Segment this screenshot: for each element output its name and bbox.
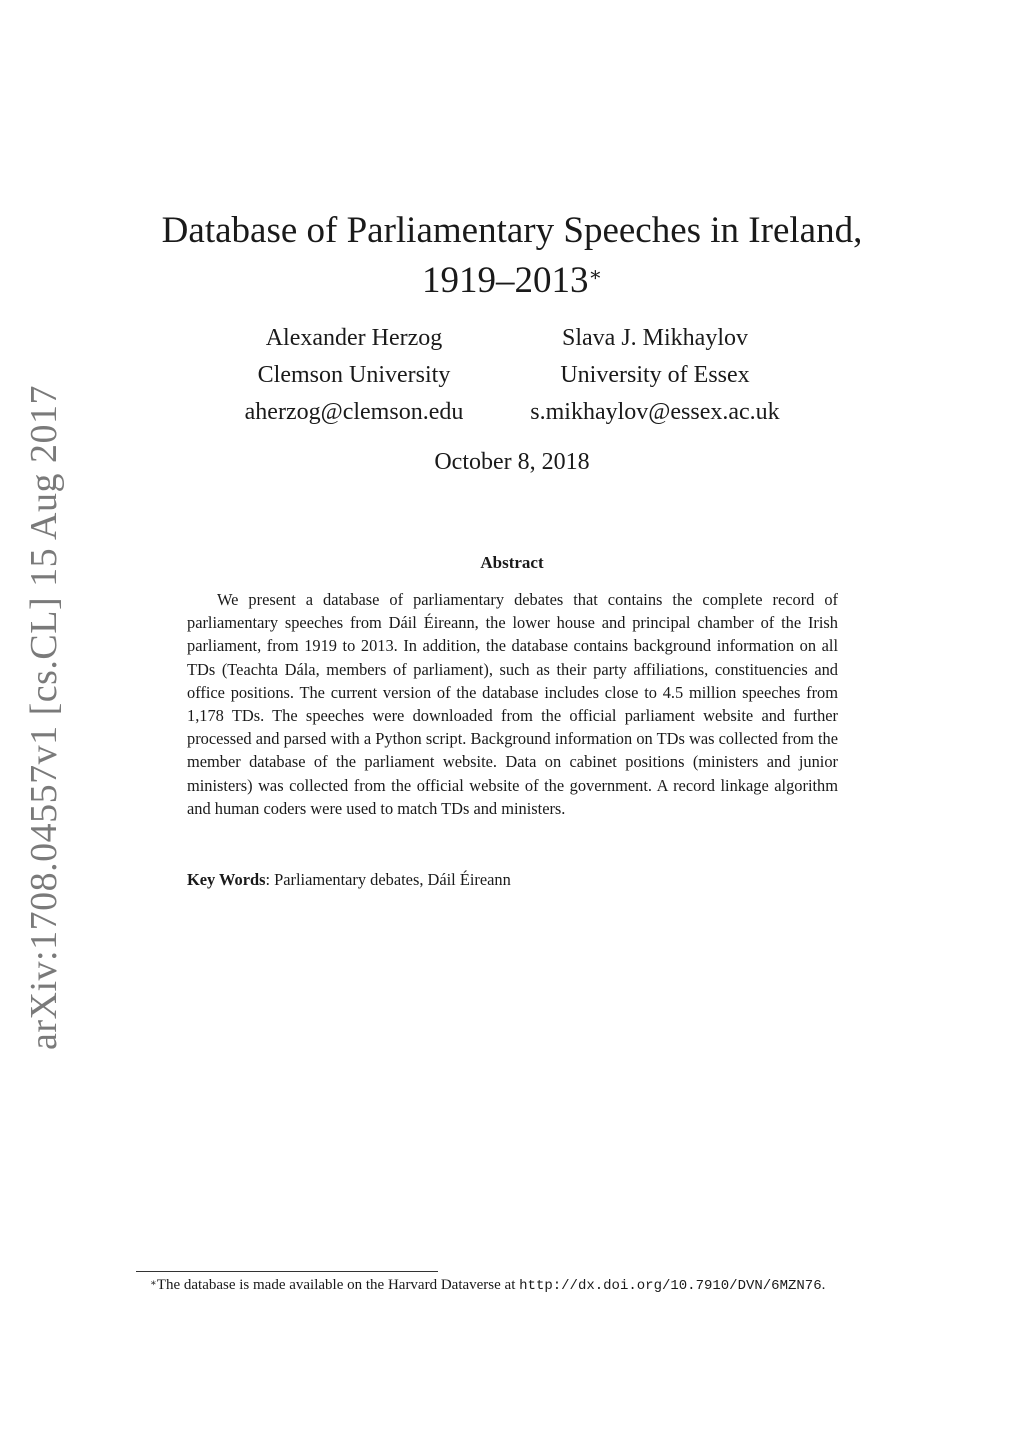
author-email[interactable]: aherzog@clemson.edu: [244, 399, 464, 425]
footnote-mark: ∗: [150, 1278, 157, 1289]
arxiv-identifier-stamp: arXiv:1708.04557v1 [cs.CL] 15 Aug 2017: [23, 385, 65, 1050]
abstract-text: We present a database of parliamentary debates that contains the complete record of parliamentary speeches from Dáil Éireann, the lower house and principal chamber of the Irish parliament, from 1919 to 2013. In addition, the database contains background information on all TDs (Teachta Dála, members of parliament), such as their party affiliations, constituencies and office positions. The current version of the database includes close to 4.5 million speeches from 1,178 TDs. The speeches were downloaded from the official parliament website and further processed and parsed with a Python script. Background information on TDs was collected from the member database of the parliament website. Data on cabinet positions (ministers and junior ministers) was collected from the official website of the government. A record linkage algorithm and human coders were used to match TDs and ministers.: [187, 590, 838, 818]
title-line-2: 1919–2013: [421, 260, 589, 301]
keywords-label: Key Words: [187, 870, 266, 889]
author-block-2: [520, 320, 790, 431]
footnote-end: .: [821, 1277, 826, 1293]
keywords-separator: :: [265, 870, 275, 889]
author-name: Alexander Herzog: [265, 325, 443, 351]
footnote-url-link[interactable]: http://dx.doi.org/10.7910/DVN/6MZN76: [519, 1278, 822, 1294]
keywords-line: [187, 868, 838, 891]
title-footnote-mark: ∗: [588, 264, 603, 286]
author-affiliation: Clemson University: [257, 362, 451, 388]
paper-title: [100, 206, 924, 306]
footnote-divider: [136, 1271, 438, 1272]
title-line-1: Database of Parliamentary Speeches in Ireland,: [161, 210, 863, 251]
abstract-heading: Abstract: [480, 553, 544, 572]
keywords-text: Parliamentary debates, Dáil Éireann: [274, 870, 511, 889]
author-affiliation: University of Essex: [560, 362, 750, 388]
footnote: [136, 1274, 888, 1298]
author-email[interactable]: s.mikhaylov@essex.ac.uk: [530, 399, 780, 425]
author-block-1: [224, 320, 484, 431]
paper-date: October 8, 2018: [434, 449, 590, 475]
footnote-text: The database is made available on the Harvard Dataverse at: [156, 1277, 520, 1293]
author-name: Slava J. Mikhaylov: [562, 325, 748, 351]
